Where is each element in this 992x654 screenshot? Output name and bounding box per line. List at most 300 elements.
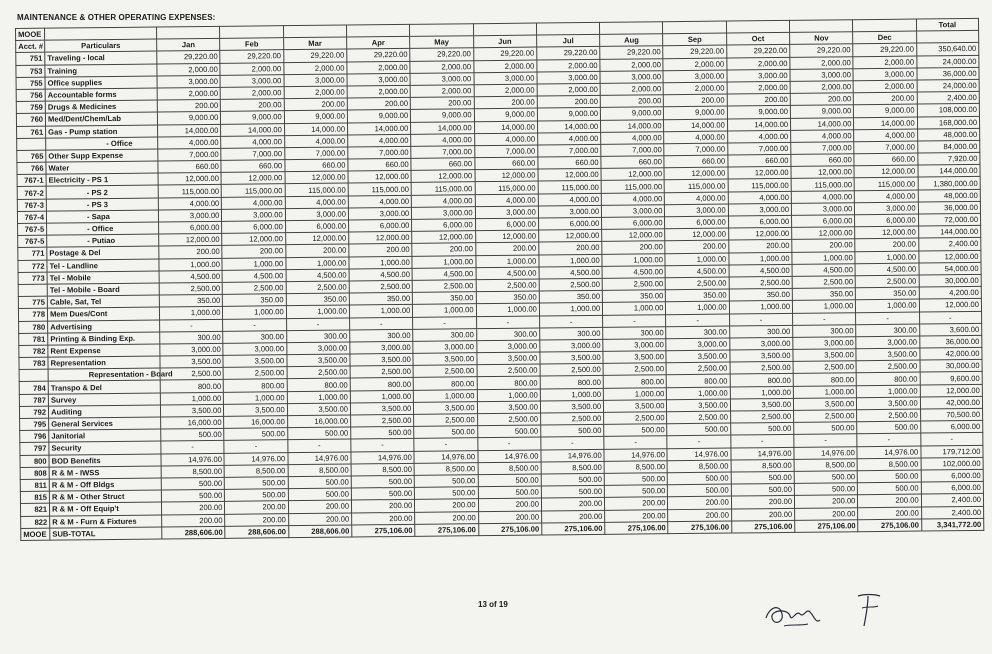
account-number: 772: [18, 260, 47, 272]
amount-cell: 2,500.00: [792, 276, 855, 289]
amount-cell: 115,000.00: [854, 177, 917, 190]
amount-cell: 1,000.00: [729, 252, 792, 265]
amount-cell: 2,000.00: [157, 87, 220, 100]
amount-cell: 6,000.00: [665, 216, 728, 229]
amount-cell: -: [288, 439, 351, 452]
amount-cell: 14,976.00: [541, 449, 604, 462]
amount-cell: 200.00: [539, 242, 602, 255]
amount-cell: 4,500.00: [222, 269, 285, 282]
amount-cell: 350.00: [729, 288, 792, 301]
amount-cell: -: [731, 435, 794, 448]
total-cell: 48,000.00: [917, 128, 979, 141]
amount-cell: 800.00: [667, 374, 730, 387]
amount-cell: 12,000.00: [411, 170, 474, 183]
amount-cell: 800.00: [793, 373, 856, 386]
amount-cell: 500.00: [225, 477, 288, 490]
account-number: 771: [18, 248, 47, 260]
account-number: 761: [17, 126, 46, 138]
amount-cell: 300.00: [540, 327, 603, 340]
total-cell: -: [920, 433, 982, 446]
particular-label: - Sapa: [46, 210, 158, 223]
expense-table: [15, 18, 984, 541]
amount-cell: -: [477, 437, 540, 450]
account-number: 795: [20, 418, 49, 430]
particular-label: Postage & Del: [47, 246, 159, 259]
amount-cell: 3,000.00: [476, 340, 539, 353]
amount-cell: 3,000.00: [791, 203, 854, 216]
account-number: 767-3: [17, 199, 46, 211]
amount-cell: 4,500.00: [476, 267, 539, 280]
amount-cell: 2,500.00: [603, 363, 666, 376]
amount-cell: 9,000.00: [664, 106, 727, 119]
amount-cell: 200.00: [664, 94, 727, 107]
account-number: MOOE: [21, 528, 50, 540]
amount-cell: 6,000.00: [222, 221, 285, 234]
amount-cell: 3,000.00: [285, 208, 348, 221]
amount-cell: 200.00: [665, 240, 728, 253]
amount-cell: 200.00: [159, 246, 222, 259]
amount-cell: 1,000.00: [286, 257, 349, 270]
amount-cell: 2,000.00: [221, 87, 284, 100]
amount-cell: -: [793, 312, 856, 325]
amount-cell: 115,000.00: [728, 179, 791, 192]
amount-cell: 7,000.00: [474, 145, 537, 158]
amount-cell: 4,000.00: [538, 193, 601, 206]
amount-cell: 500.00: [858, 482, 921, 495]
amount-cell: 1,000.00: [793, 385, 856, 398]
amount-cell: 200.00: [541, 510, 604, 523]
amount-cell: 7,000.00: [791, 142, 854, 155]
amount-cell: 200.00: [351, 500, 414, 513]
amount-cell: 200.00: [157, 99, 220, 112]
amount-cell: 4,500.00: [412, 267, 475, 280]
particulars-header: Particulars: [45, 39, 157, 52]
amount-cell: 350.00: [666, 289, 729, 302]
particular-label: R & M - Off Bldgs: [49, 478, 161, 491]
amount-cell: 6,000.00: [792, 215, 855, 228]
amount-cell: 288,606.00: [225, 525, 288, 538]
amount-cell: 4,000.00: [412, 194, 475, 207]
account-number: 781: [19, 333, 48, 345]
amount-cell: 1,000.00: [414, 389, 477, 402]
amount-cell: 4,500.00: [349, 268, 412, 281]
amount-cell: 14,000.00: [727, 118, 790, 131]
amount-cell: 14,000.00: [664, 119, 727, 132]
amount-cell: 350.00: [539, 290, 602, 303]
amount-cell: 9,000.00: [601, 107, 664, 120]
amount-cell: 500.00: [225, 489, 288, 502]
amount-cell: 3,500.00: [350, 353, 413, 366]
total-cell: 2,400.00: [918, 238, 980, 251]
account-number: 751: [16, 53, 45, 65]
amount-cell: 1,000.00: [730, 386, 793, 399]
amount-cell: 7,000.00: [664, 143, 727, 156]
total-cell: 3,341,772.00: [921, 518, 983, 531]
amount-cell: 12,000.00: [664, 167, 727, 180]
amount-cell: 200.00: [415, 499, 478, 512]
table-body: [16, 18, 984, 540]
amount-cell: 2,500.00: [730, 410, 793, 423]
amount-cell: 4,000.00: [601, 131, 664, 144]
amount-cell: 4,000.00: [664, 131, 727, 144]
amount-cell: 115,000.00: [475, 181, 538, 194]
amount-cell: 1,000.00: [603, 302, 666, 315]
amount-cell: 200.00: [858, 494, 921, 507]
amount-cell: 8,500.00: [541, 461, 604, 474]
amount-cell: 1,000.00: [413, 304, 476, 317]
amount-cell: -: [539, 315, 602, 328]
total-cell: -: [919, 311, 981, 324]
amount-cell: 1,000.00: [539, 303, 602, 316]
amount-cell: 2,500.00: [159, 282, 222, 295]
amount-cell: 4,000.00: [158, 136, 221, 149]
amount-cell: 14,000.00: [348, 122, 411, 135]
amount-cell: 4,500.00: [539, 266, 602, 279]
total-cell: 48,000.00: [918, 189, 980, 202]
amount-cell: 115,000.00: [601, 180, 664, 193]
amount-cell: 3,000.00: [666, 338, 729, 351]
amount-cell: 275,106.00: [605, 521, 668, 534]
amount-cell: 200.00: [412, 243, 475, 256]
amount-cell: 9,000.00: [474, 108, 537, 121]
amount-cell: 3,000.00: [410, 72, 473, 85]
amount-cell: 2,000.00: [853, 56, 916, 69]
amount-cell: 800.00: [350, 378, 413, 391]
amount-cell: 3,500.00: [160, 355, 223, 368]
amount-cell: 2,500.00: [223, 282, 286, 295]
month-header-mar: Mar: [283, 37, 346, 50]
amount-cell: 12,000.00: [475, 169, 538, 182]
amount-cell: 500.00: [351, 475, 414, 488]
amount-cell: 2,500.00: [349, 280, 412, 293]
amount-cell: 4,000.00: [854, 129, 917, 142]
amount-cell: 1,000.00: [286, 305, 349, 318]
amount-cell: 350.00: [856, 287, 919, 300]
account-number: 755: [16, 77, 45, 89]
account-number: 775: [18, 296, 47, 308]
amount-cell: 2,000.00: [537, 83, 600, 96]
particular-label: Other Supp Expense: [46, 149, 158, 162]
amount-cell: 29,220.00: [600, 46, 663, 59]
amount-cell: 500.00: [414, 426, 477, 439]
amount-cell: -: [224, 440, 287, 453]
amount-cell: 660.00: [411, 158, 474, 171]
total-cell: 24,000.00: [917, 55, 979, 68]
amount-cell: 1,000.00: [856, 299, 919, 312]
amount-cell: 115,000.00: [665, 179, 728, 192]
amount-cell: -: [350, 317, 413, 330]
amount-cell: 2,500.00: [540, 412, 603, 425]
amount-cell: 2,500.00: [857, 409, 920, 422]
account-number: 766: [17, 162, 46, 174]
particular-label: - Putiao: [47, 234, 159, 247]
amount-cell: 4,000.00: [728, 191, 791, 204]
total-cell: 12,000.00: [919, 250, 981, 263]
amount-cell: 300.00: [286, 330, 349, 343]
amount-cell: 3,500.00: [793, 349, 856, 362]
particular-label: - PS 2: [46, 185, 158, 198]
particular-label: R & M - Off Equip't: [50, 502, 162, 515]
amount-cell: 200.00: [795, 495, 858, 508]
amount-cell: 2,500.00: [856, 275, 919, 288]
amount-cell: 2,500.00: [413, 365, 476, 378]
account-number: 782: [19, 345, 48, 357]
amount-cell: 3,500.00: [604, 400, 667, 413]
amount-cell: 3,000.00: [347, 73, 410, 86]
total-cell: 6,000.00: [921, 482, 983, 495]
amount-cell: 12,000.00: [222, 233, 285, 246]
amount-cell: 4,500.00: [602, 265, 665, 278]
account-number: 822: [21, 516, 50, 528]
amount-cell: 3,000.00: [413, 341, 476, 354]
particular-label: Representation - Board: [48, 368, 160, 381]
amount-cell: 275,106.00: [542, 522, 605, 535]
amount-cell: 500.00: [161, 477, 224, 490]
amount-cell: 12,000.00: [349, 232, 412, 245]
amount-cell: -: [414, 438, 477, 451]
account-number: 767-1: [17, 174, 46, 186]
amount-cell: 12,000.00: [854, 165, 917, 178]
amount-cell: 14,976.00: [224, 452, 287, 465]
amount-cell: 3,000.00: [603, 339, 666, 352]
amount-cell: 1,000.00: [792, 300, 855, 313]
total-cell: 102,000.00: [921, 457, 983, 470]
amount-cell: 2,000.00: [157, 63, 220, 76]
amount-cell: 12,000.00: [285, 171, 348, 184]
amount-cell: 200.00: [411, 97, 474, 110]
amount-cell: 1,000.00: [223, 306, 286, 319]
account-number: 784: [19, 382, 48, 394]
amount-cell: 4,000.00: [665, 192, 728, 205]
amount-cell: 500.00: [667, 423, 730, 436]
amount-cell: 3,500.00: [287, 354, 350, 367]
amount-cell: 500.00: [415, 475, 478, 488]
amount-cell: 2,000.00: [410, 60, 473, 73]
amount-cell: 500.00: [604, 473, 667, 486]
particular-label: BOD Benefits: [49, 454, 161, 467]
amount-cell: 4,000.00: [158, 197, 221, 210]
amount-cell: 660.00: [538, 156, 601, 169]
amount-cell: -: [476, 316, 539, 329]
amount-cell: 300.00: [856, 324, 919, 337]
amount-cell: 200.00: [731, 496, 794, 509]
total-cell: 1,380,000.00: [918, 177, 980, 190]
amount-cell: -: [857, 433, 920, 446]
amount-cell: 14,976.00: [794, 446, 857, 459]
month-header-apr: Apr: [347, 37, 410, 50]
amount-cell: -: [351, 439, 414, 452]
month-header-jan: Jan: [157, 39, 220, 52]
amount-cell: 200.00: [537, 95, 600, 108]
amount-cell: 288,606.00: [162, 526, 225, 539]
amount-cell: 7,000.00: [601, 144, 664, 157]
amount-cell: 2,500.00: [540, 364, 603, 377]
amount-cell: 8,500.00: [731, 459, 794, 472]
particular-label: Tel - Landline: [47, 259, 159, 272]
amount-cell: 660.00: [601, 156, 664, 169]
amount-cell: 300.00: [350, 329, 413, 342]
amount-cell: 800.00: [287, 378, 350, 391]
amount-cell: 7,000.00: [158, 148, 221, 161]
amount-cell: 14,000.00: [221, 123, 284, 136]
amount-cell: 3,000.00: [348, 207, 411, 220]
amount-cell: 3,000.00: [537, 71, 600, 84]
amount-cell: 6,000.00: [538, 217, 601, 230]
amount-cell: 200.00: [478, 511, 541, 524]
amount-cell: 1,000.00: [412, 255, 475, 268]
amount-cell: 9,000.00: [221, 111, 284, 124]
amount-cell: 2,500.00: [602, 278, 665, 291]
particular-label: Cable, Sat, Tel: [47, 295, 159, 308]
amount-cell: 500.00: [477, 425, 540, 438]
amount-cell: 500.00: [541, 425, 604, 438]
particular-label: Tel - Mobile - Board: [47, 283, 159, 296]
particular-label: Water: [46, 161, 158, 174]
amount-cell: 4,000.00: [348, 195, 411, 208]
amount-cell: 2,500.00: [412, 280, 475, 293]
account-number: 787: [19, 394, 48, 406]
amount-cell: 2,500.00: [539, 278, 602, 291]
amount-cell: 8,500.00: [794, 458, 857, 471]
amount-cell: 1,000.00: [160, 307, 223, 320]
amount-cell: 500.00: [794, 422, 857, 435]
amount-cell: 200.00: [795, 507, 858, 520]
account-number: 767-4: [17, 211, 46, 223]
account-number: 792: [19, 406, 48, 418]
amount-cell: 4,000.00: [538, 132, 601, 145]
page-number: 13 of 19: [478, 600, 508, 609]
amount-cell: 200.00: [221, 99, 284, 112]
particular-label: Survey: [48, 393, 160, 406]
amount-cell: 7,000.00: [411, 146, 474, 159]
acct-header-top: MOOE: [16, 28, 45, 40]
particular-label: Advertising: [48, 320, 160, 333]
amount-cell: 200.00: [792, 239, 855, 252]
month-header-may: May: [410, 36, 473, 49]
total-cell: 12,000.00: [920, 384, 982, 397]
amount-cell: 3,000.00: [856, 336, 919, 349]
amount-cell: 2,000.00: [600, 83, 663, 96]
amount-cell: 2,500.00: [351, 414, 414, 427]
amount-cell: 115,000.00: [158, 185, 221, 198]
amount-cell: 500.00: [287, 427, 350, 440]
amount-cell: 1,000.00: [855, 251, 918, 264]
amount-cell: 1,000.00: [540, 388, 603, 401]
total-cell: 54,000.00: [919, 262, 981, 275]
amount-cell: 2,500.00: [729, 276, 792, 289]
amount-cell: 200.00: [225, 501, 288, 514]
total-cell: 7,920.00: [918, 152, 980, 165]
amount-cell: 500.00: [730, 423, 793, 436]
amount-cell: 2,500.00: [414, 414, 477, 427]
amount-cell: 9,000.00: [854, 104, 917, 117]
amount-cell: 2,500.00: [287, 366, 350, 379]
amount-cell: 2,000.00: [727, 81, 790, 94]
amount-cell: 4,000.00: [348, 134, 411, 147]
amount-cell: 4,000.00: [727, 130, 790, 143]
particular-label: Traveling - local: [45, 51, 157, 64]
amount-cell: 1,000.00: [602, 253, 665, 266]
amount-cell: 9,000.00: [790, 105, 853, 118]
amount-cell: 12,000.00: [601, 168, 664, 181]
amount-cell: 2,500.00: [667, 362, 730, 375]
amount-cell: 3,000.00: [222, 208, 285, 221]
amount-cell: 500.00: [858, 470, 921, 483]
amount-cell: 300.00: [666, 326, 729, 339]
amount-cell: 660.00: [664, 155, 727, 168]
amount-cell: 14,000.00: [854, 117, 917, 130]
amount-cell: 8,500.00: [414, 462, 477, 475]
amount-cell: 2,000.00: [790, 81, 853, 94]
amount-cell: 6,000.00: [349, 219, 412, 232]
amount-cell: 2,500.00: [794, 410, 857, 423]
amount-cell: 3,000.00: [790, 68, 853, 81]
amount-cell: -: [541, 437, 604, 450]
total-cell: 9,600.00: [920, 372, 982, 385]
amount-cell: 500.00: [541, 473, 604, 486]
amount-cell: 8,500.00: [351, 463, 414, 476]
amount-cell: 16,000.00: [161, 416, 224, 429]
amount-cell: 300.00: [413, 328, 476, 341]
amount-cell: 4,500.00: [792, 263, 855, 276]
amount-cell: 2,000.00: [474, 84, 537, 97]
amount-cell: 200.00: [162, 502, 225, 515]
amount-cell: 12,000.00: [855, 226, 918, 239]
amount-cell: 800.00: [730, 374, 793, 387]
amount-cell: 6,000.00: [159, 221, 222, 234]
amount-cell: 500.00: [288, 476, 351, 489]
amount-cell: 16,000.00: [287, 415, 350, 428]
total-cell: 42,000.00: [920, 396, 982, 409]
amount-cell: 12,000.00: [412, 231, 475, 244]
amount-cell: 14,976.00: [667, 448, 730, 461]
acct-header-bottom: Acct. #: [16, 40, 45, 52]
amount-cell: 14,000.00: [601, 119, 664, 132]
amount-cell: 14,000.00: [791, 117, 854, 130]
amount-cell: 12,000.00: [792, 227, 855, 240]
amount-cell: 3,500.00: [287, 403, 350, 416]
amount-cell: 9,000.00: [284, 110, 347, 123]
amount-cell: 1,000.00: [476, 303, 539, 316]
particular-label: R & M - Furn & Fixtures: [50, 514, 162, 527]
amount-cell: 300.00: [476, 328, 539, 341]
amount-cell: 4,500.00: [855, 263, 918, 276]
amount-cell: 7,000.00: [538, 144, 601, 157]
account-number: 753: [16, 65, 45, 77]
month-header-aug: Aug: [600, 34, 663, 47]
amount-cell: 200.00: [668, 509, 731, 522]
particular-label: Office supplies: [45, 76, 157, 89]
amount-cell: 200.00: [162, 514, 225, 527]
total-header: Total: [916, 18, 978, 31]
amount-cell: 1,000.00: [350, 390, 413, 403]
amount-cell: 350.00: [159, 294, 222, 307]
amount-cell: 2,000.00: [347, 85, 410, 98]
amount-cell: 275,106.00: [731, 520, 794, 533]
particular-label: Training: [45, 64, 157, 77]
amount-cell: 200.00: [600, 95, 663, 108]
amount-cell: 3,500.00: [477, 401, 540, 414]
particular-label: Representation: [48, 356, 160, 369]
amount-cell: 14,976.00: [161, 453, 224, 466]
amount-cell: -: [223, 318, 286, 331]
amount-cell: 3,500.00: [793, 398, 856, 411]
amount-cell: 660.00: [474, 157, 537, 170]
amount-cell: 2,000.00: [537, 59, 600, 72]
amount-cell: 14,000.00: [411, 121, 474, 134]
account-number: [17, 138, 46, 150]
amount-cell: 200.00: [668, 496, 731, 509]
